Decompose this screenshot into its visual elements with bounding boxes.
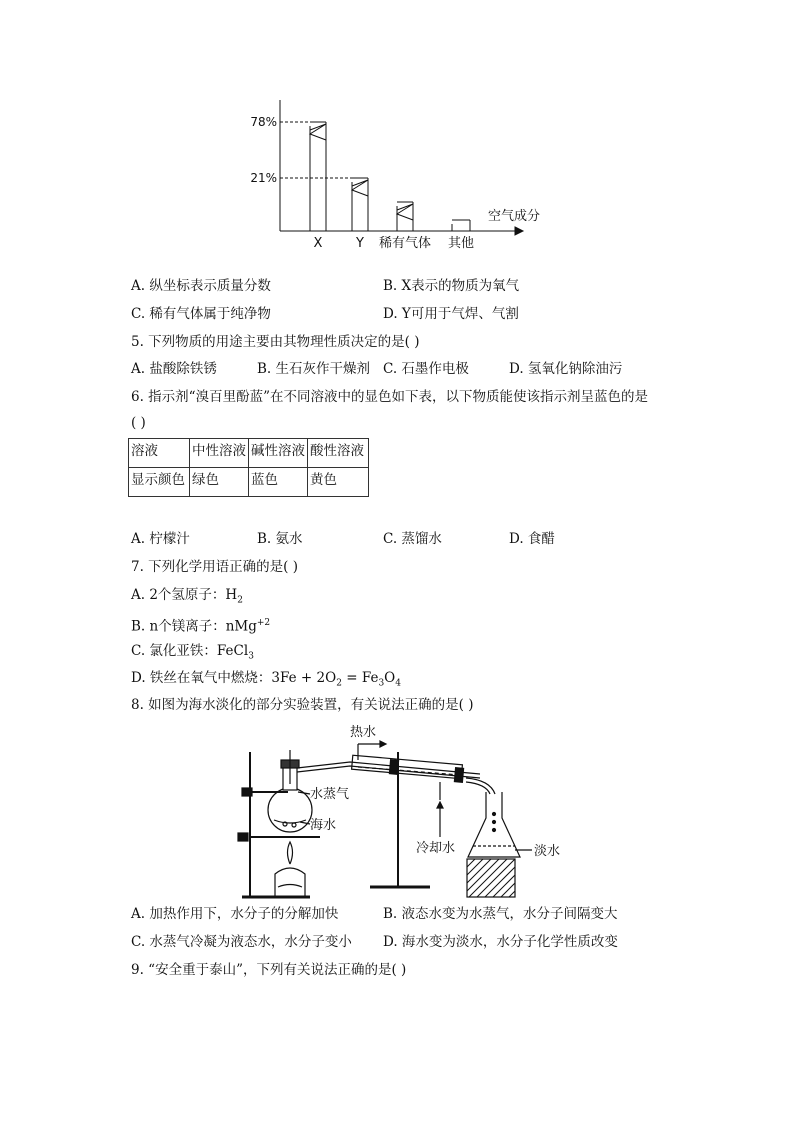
formula: O: [384, 670, 396, 686]
subscript: 2: [237, 595, 243, 606]
boiling-chip: [283, 822, 287, 826]
q8-option-d[interactable]: D. 海水变为淡水，水分子化学性质改变: [383, 934, 618, 950]
water-drop: [493, 813, 496, 816]
air-composition-chart: [240, 100, 560, 260]
adapter: [466, 778, 495, 794]
q5-stem: 5. 下列物质的用途主要由其物理性质决定的是( ): [131, 334, 420, 350]
water-drop: [493, 829, 496, 832]
bar-2-break-mark: [397, 204, 413, 220]
lamp-flame: [288, 842, 293, 864]
condenser-seal: [454, 768, 463, 783]
table-cell: 绿色: [190, 468, 249, 497]
bar-category-label: Y: [356, 236, 364, 251]
clamp-knob: [242, 788, 252, 796]
bar-category-label: 稀有气体: [378, 236, 432, 251]
q5-option-c[interactable]: C. 石墨作电极: [383, 361, 469, 377]
q7-option-d[interactable]: [131, 669, 401, 693]
table-cell: 蓝色: [249, 468, 308, 497]
q7-option-c-text: C. 氯化亚铁：FeCl: [131, 643, 249, 659]
bar-1-break-mark: [352, 180, 368, 196]
q5-option-d[interactable]: D. 氢氧化钠除油污: [509, 361, 623, 377]
table-cell: 溶液: [129, 439, 190, 468]
q7-option-b-text: B. n个镁离子：nMg: [131, 618, 257, 635]
y-tick-label: 21%: [250, 171, 277, 185]
table-row: [129, 439, 369, 468]
boiling-chip: [292, 823, 296, 827]
q6-option-c[interactable]: C. 蒸馏水: [383, 531, 442, 547]
table-cell: 酸性溶液: [308, 439, 369, 468]
bar-0-break-mark: [310, 124, 326, 140]
subscript: 4: [395, 678, 401, 689]
label-fresh-water: 淡水: [534, 844, 561, 859]
bar-category-label: X: [313, 236, 323, 251]
q5-option-a[interactable]: A. 盐酸除铁锈: [131, 361, 217, 377]
label-hot-water: 热水: [350, 725, 377, 740]
table-row: [129, 468, 369, 497]
arrow-head: [380, 741, 386, 747]
q6-stem: 6. 指示剂“溴百里酚蓝”在不同溶液中的显色如下表，以下物质能使该指示剂呈蓝色的是: [131, 389, 648, 405]
q4-option-c[interactable]: C. 稀有气体属于纯净物: [131, 306, 271, 322]
q8-option-a[interactable]: A. 加热作用下，水分子的分解加快: [131, 906, 339, 922]
subscript: 3: [378, 678, 385, 689]
ring-knob: [238, 833, 248, 841]
x-axis-title: 空气成分: [488, 209, 541, 224]
q5-option-b[interactable]: B. 生石灰作干燥剂: [257, 361, 371, 377]
formula: H: [225, 587, 238, 603]
q7-option-a[interactable]: [131, 586, 243, 610]
q4-option-a[interactable]: A. 纵坐标表示质量分数: [131, 278, 271, 294]
x-axis-arrow: [515, 227, 523, 235]
erlenmeyer-flask: [468, 792, 520, 857]
label-cooling-water: 冷却水: [416, 841, 456, 856]
label-seawater: 海水: [310, 818, 337, 833]
q4-option-b[interactable]: B. X表示的物质为氧气: [383, 278, 520, 294]
distillation-apparatus-diagram: [230, 722, 570, 900]
q4-option-d[interactable]: D. Y可用于气焊、气割: [383, 306, 519, 322]
bar-category-label: 其他: [447, 236, 475, 251]
q6-option-a[interactable]: A. 柠檬汁: [131, 531, 190, 547]
alcohol-lamp: [275, 868, 305, 897]
q7-option-d-text: D. 铁丝在氧气中燃烧：3Fe + 2O: [131, 670, 337, 686]
q9-stem: 9. “安全重于泰山”，下列有关说法正确的是( ): [131, 962, 407, 978]
q7-stem: 7. 下列化学用语正确的是( ): [131, 559, 298, 575]
formula: = Fe: [341, 670, 379, 686]
lamp-liquid: [278, 885, 302, 888]
y-tick-label: 78%: [250, 115, 277, 129]
subscript: 3: [248, 651, 254, 662]
q8-option-c[interactable]: C. 水蒸气冷凝为液态水，水分子变小: [131, 934, 352, 950]
q8-option-b[interactable]: B. 液态水变为水蒸气，水分子间隔变大: [383, 906, 618, 922]
table-cell: 碱性溶液: [249, 439, 308, 468]
table-cell: 中性溶液: [190, 439, 249, 468]
q7-option-a-text: A. 2个氢原子：: [131, 587, 226, 603]
label-steam: 水蒸气: [310, 787, 350, 802]
round-bottom-flask: [268, 788, 312, 832]
table-cell: 黄色: [308, 468, 369, 497]
water-drop: [493, 821, 496, 824]
q8-stem: 8. 如图为海水淡化的部分实验装置，有关说法正确的是( ): [131, 697, 474, 713]
q7-option-b[interactable]: [131, 614, 270, 636]
superscript: +2: [256, 618, 271, 628]
q6-option-d[interactable]: D. 食醋: [509, 531, 555, 547]
indicator-color-table: [128, 438, 369, 497]
q7-option-c[interactable]: [131, 642, 254, 666]
arrow-head: [437, 802, 443, 808]
q6-option-b[interactable]: B. 氨水: [257, 531, 303, 547]
q6-stem-cont: ( ): [131, 415, 146, 431]
table-cell: 显示颜色: [129, 468, 190, 497]
subscript: 2: [336, 678, 342, 689]
